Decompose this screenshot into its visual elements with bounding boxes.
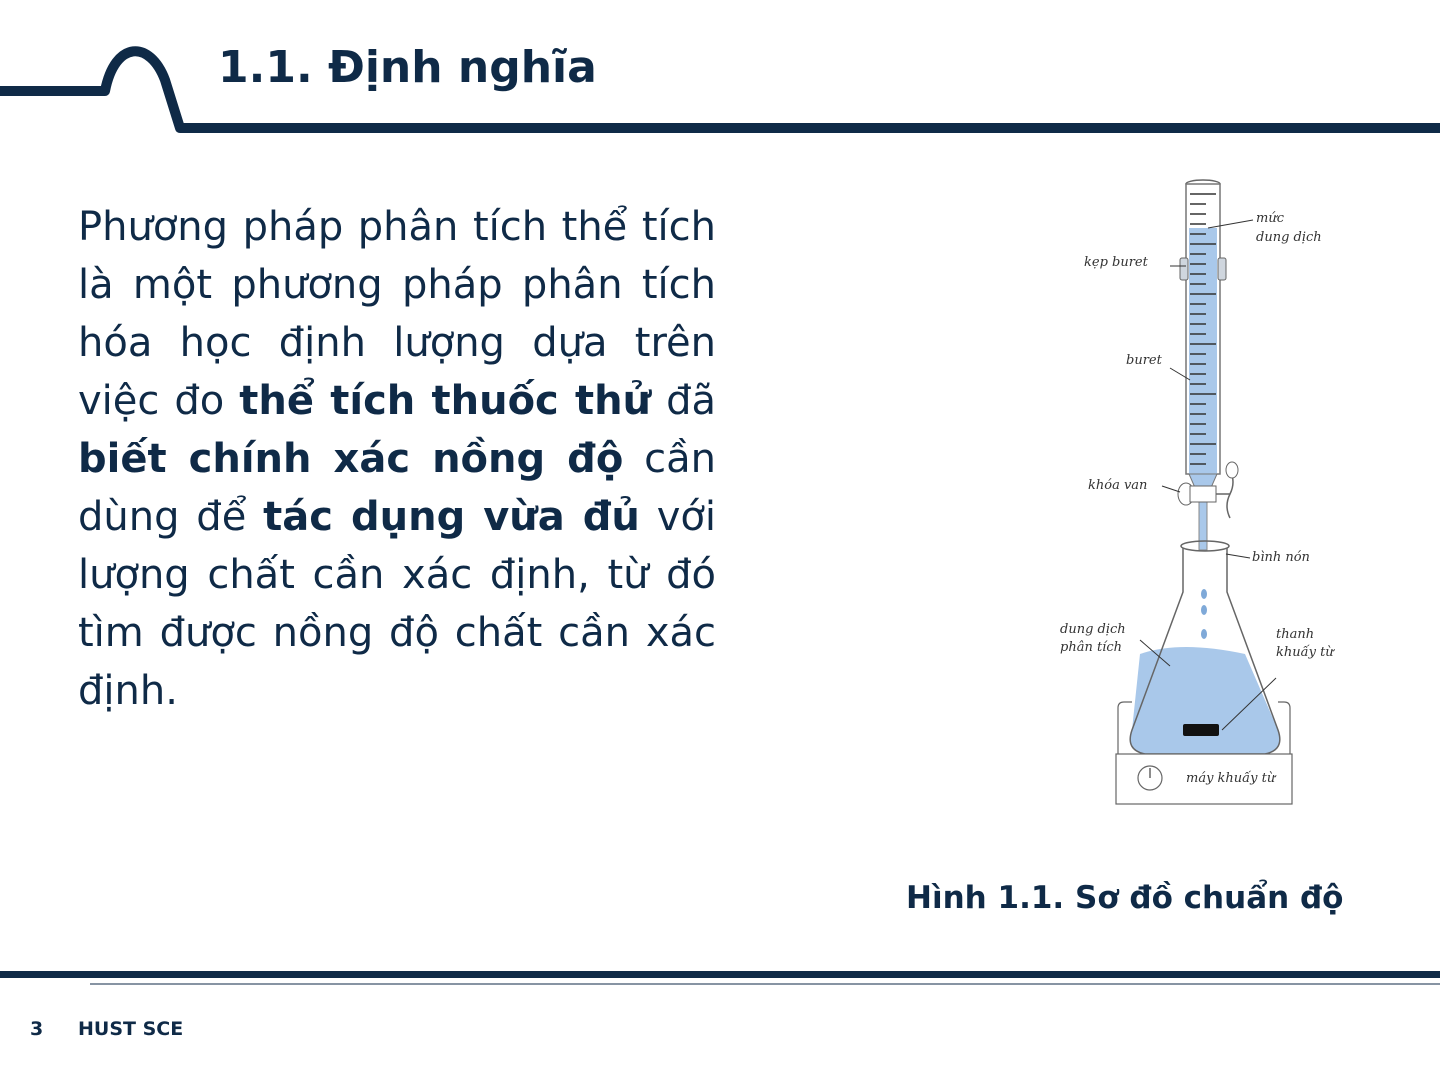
- definition-emphasis: thể tích thuốc thử: [239, 378, 652, 424]
- footer-divider: [0, 966, 1440, 990]
- titration-diagram: [1040, 170, 1360, 810]
- label-thanh-khuay-tu: khuấy từ: [1276, 645, 1334, 660]
- definition-emphasis: tác dụng vừa đủ: [263, 494, 640, 540]
- definition-text: Phương pháp phân tích thể tích là một phương pháp phân tích hóa học định lượng dựa trên việc đo: [78, 204, 716, 424]
- label-khoa-van: khóa van: [1088, 478, 1148, 493]
- label-buret: buret: [1126, 353, 1162, 368]
- label-thanh-khuay-tu: thanh: [1276, 627, 1315, 642]
- definition-text: cần dùng để: [78, 436, 716, 540]
- label-muc-dung-dich: dung dịch: [1256, 230, 1322, 245]
- definition-paragraph: [78, 198, 716, 720]
- definition-emphasis: biết chính xác nồng độ: [78, 436, 624, 482]
- label-dung-dich-phan-tich: phân tích: [1060, 640, 1122, 655]
- slide-title: 1.1. Định nghĩa: [218, 42, 597, 93]
- footer-organization: HUST SCE: [78, 1018, 184, 1040]
- label-dung-dich-phan-tich: dung dịch: [1060, 622, 1126, 637]
- page-number: 3: [30, 1018, 44, 1040]
- figure-caption: Hình 1.1. Sơ đồ chuẩn độ: [906, 880, 1344, 916]
- label-may-khuay-tu: máy khuấy từ: [1186, 771, 1276, 786]
- label-kep-buret: kẹp buret: [1084, 255, 1148, 270]
- conical-flask: [1130, 541, 1280, 754]
- definition-text: đã: [651, 378, 716, 424]
- definition-text: với lượng chất cần xác định, từ đó tìm được nồng độ chất cần xác định.: [78, 494, 716, 714]
- label-muc-dung-dich: mức: [1256, 211, 1284, 226]
- header-decoration: [0, 0, 1440, 140]
- label-binh-non: bình nón: [1252, 550, 1310, 565]
